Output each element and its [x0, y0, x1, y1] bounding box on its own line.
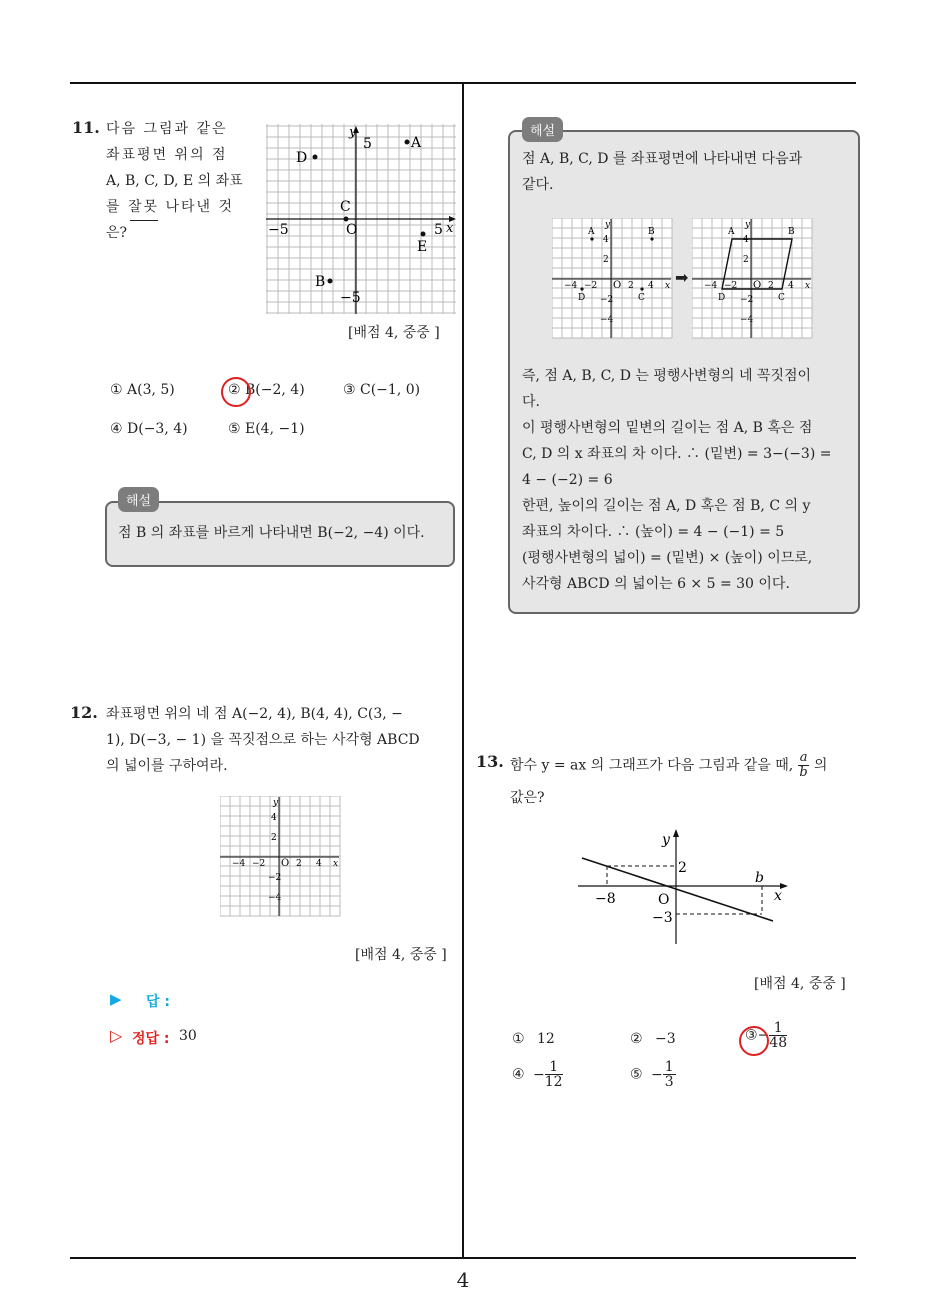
q12-line: 의 넓이를 구하여라.: [106, 758, 228, 774]
q13-tick-m8: −8: [595, 891, 616, 907]
q12-tick: 4: [316, 859, 322, 869]
q11-line: A, B, C, D, E 의 좌표: [106, 173, 243, 189]
body-line: 즉, 점 A, B, C, D 는 평행사변형의 네 꼭짓점이: [522, 368, 812, 384]
q13-line2: 값은?: [510, 790, 545, 806]
q11-line: 좌표평면 위의 점: [106, 147, 228, 163]
q11-line: 다음 그림과 같은: [106, 121, 228, 137]
q13-fraction: [798, 751, 810, 780]
body-line: 사각형 ABCD 의 넓이는 6 × 5 = 30 이다.: [522, 576, 790, 592]
q13-selected-mark: [739, 1026, 769, 1056]
rg2-tick: −2: [740, 295, 754, 305]
rg1-tick: −4: [600, 315, 614, 325]
q13-number: 13.: [476, 752, 504, 771]
q13-text: [510, 751, 860, 780]
q13-choice-mark: ①: [512, 1031, 525, 1047]
q13-tick-m3: −3: [652, 910, 673, 926]
rg2-tick: 2: [768, 281, 774, 291]
rg2-tick: 4: [788, 281, 794, 291]
q13-frac-den: 3: [664, 1074, 674, 1090]
q13-frac-num: a: [799, 750, 808, 765]
q13-text-b: 의: [813, 757, 828, 774]
q13-choice-mark: ⑤: [630, 1066, 643, 1083]
q11-number: 11.: [72, 118, 100, 137]
q13-x-label: x: [774, 888, 782, 904]
right-graph-parallelogram: [692, 218, 814, 340]
rg2-tick: −2: [724, 281, 738, 291]
q11-label-b: B: [315, 274, 326, 290]
page-number: 4: [456, 1268, 470, 1292]
q13-choice-frac: [769, 1021, 787, 1050]
q11-choice-2[interactable]: ② B(−2, 4): [228, 382, 305, 398]
q11-label-a: A: [411, 135, 422, 151]
q12-answer-label: 답 :: [146, 994, 170, 1010]
q13-choice-sign: −: [757, 1027, 770, 1044]
rg2-x-label: x: [805, 281, 811, 291]
q13-choice-mark: ③: [745, 1027, 758, 1044]
q11-point-a: [405, 140, 410, 145]
right-arrow-icon: ➡: [675, 268, 689, 287]
q13-meta: [배점 4, 중중 ]: [754, 976, 846, 992]
q11-line: 를 잘못 나타낸 것: [106, 199, 235, 215]
column-divider: [462, 83, 464, 1258]
q13-choice-value: 12: [537, 1031, 555, 1047]
rg1-point-c: [640, 287, 643, 290]
q12-number: 12.: [70, 703, 98, 722]
q11-point-c: [344, 217, 349, 222]
q11-tick-xm5: −5: [268, 222, 289, 238]
q12-y-label: y: [273, 798, 279, 808]
q12-meta: [배점 4, 중중 ]: [355, 947, 447, 963]
rg2-tick: −4: [740, 315, 754, 325]
rg1-label-b: B: [648, 227, 655, 237]
q11-label-c: C: [340, 199, 351, 215]
q11-y-label: y: [349, 125, 357, 140]
q12-answer-arrow: ▶: [110, 990, 122, 1008]
q11-x-label: x: [446, 221, 454, 236]
q11-underline: [130, 220, 158, 221]
body-line: 4 − (−2) = 6: [522, 472, 613, 488]
body-line: 한편, 높이의 길이는 점 A, D 혹은 점 B, C 의 y: [522, 498, 811, 514]
q11-text: [106, 116, 246, 246]
rg1-label-a: A: [588, 227, 595, 237]
q11-point-b: [328, 279, 333, 284]
q13-choice-frac: [545, 1060, 563, 1089]
q13-choice-value: −3: [655, 1031, 676, 1047]
right-explanation-body: [522, 363, 852, 597]
q13-y-arrow: [673, 829, 679, 837]
q11-tick-ym5: −5: [340, 290, 361, 306]
q12-tick: −4: [232, 859, 246, 869]
rg1-tick: −4: [564, 281, 578, 291]
rg1-tick: −2: [600, 295, 614, 305]
q13-y-label: y: [662, 832, 670, 848]
rg2-label-a: A: [728, 227, 735, 237]
rg2-label-d: D: [718, 293, 726, 303]
rg1-tick: 4: [603, 235, 609, 245]
q12-tick: −2: [252, 859, 266, 869]
rg2-tick: 2: [743, 255, 749, 265]
q13-frac-den: 48: [769, 1035, 788, 1051]
q12-tick: −2: [268, 873, 282, 883]
q13-choice-1[interactable]: [512, 1031, 555, 1047]
rg2-y-label: y: [745, 220, 751, 230]
q12-x-label: x: [333, 859, 339, 869]
q12-tick: 2: [296, 859, 302, 869]
rg1-y-label: y: [605, 220, 611, 230]
q11-point-d: [313, 155, 318, 160]
rg2-label-b: B: [788, 227, 795, 237]
body-line: C, D 의 x 좌표의 차 이다. ∴ (밑변) = 3−(−3) =: [522, 446, 832, 462]
right-graph-points: [552, 218, 674, 340]
q11-choice-3[interactable]: ③ C(−1, 0): [343, 382, 421, 398]
rg2-tick: −4: [704, 281, 718, 291]
q11-choice-4[interactable]: ④ D(−3, 4): [110, 421, 188, 437]
rg1-x-label: x: [665, 281, 671, 291]
q11-explanation-text: 점 B 의 좌표를 바르게 나타내면 B(−2, −4) 이다.: [118, 525, 425, 541]
q11-meta: [배점 4, 중중 ]: [348, 325, 440, 341]
q12-correct-value: 30: [179, 1028, 197, 1044]
rg1-point-a: [590, 237, 593, 240]
body-line: 이 평행사변형의 밑변의 길이는 점 A, B 혹은 점: [522, 420, 813, 436]
right-explanation-intro: [522, 146, 850, 198]
q12-line: 좌표평면 위의 네 점 A(−2, 4), B(4, 4), C(3, −: [106, 706, 403, 722]
q13-choice-2[interactable]: [630, 1031, 676, 1047]
q13-graph: [578, 826, 792, 948]
q13-choice-sign: −: [533, 1066, 545, 1083]
rg1-tick: 2: [628, 281, 634, 291]
q11-choice-1[interactable]: ① A(3, 5): [110, 382, 175, 398]
q13-tick-2: 2: [678, 860, 687, 876]
q13-choice-sign: −: [651, 1066, 663, 1083]
bottom-rule: [70, 1257, 856, 1259]
q11-tick-x5: 5: [434, 222, 443, 238]
q13-frac-den: b: [799, 765, 808, 780]
q13-label-b: b: [755, 870, 764, 886]
q12-tick: 2: [271, 833, 277, 843]
rg1-point-b: [650, 237, 653, 240]
q13-choice-frac: [663, 1060, 676, 1089]
rg2-origin: O: [753, 280, 762, 291]
q13-choice-mark: ④: [512, 1066, 525, 1083]
rg2-label-c: C: [778, 293, 785, 303]
rg1-origin: O: [613, 280, 622, 291]
q13-frac-num: 1: [664, 1059, 674, 1075]
q13-text-a: 함수 y = ax 의 그래프가 다음 그림과 같을 때,: [510, 757, 794, 774]
q11-choice-5[interactable]: ⑤ E(4, −1): [228, 421, 305, 437]
intro-line: 점 A, B, C, D 를 좌표평면에 나타내면 다음과: [522, 151, 803, 167]
rg2-tick: 4: [743, 235, 749, 245]
q11-label-d: D: [296, 150, 308, 166]
q12-tick: −4: [268, 893, 282, 903]
rg1-tick: 4: [648, 281, 654, 291]
body-line: 다.: [522, 394, 540, 410]
rg1-label-c: C: [638, 293, 645, 303]
q13-frac-num: 1: [769, 1021, 787, 1036]
q11-explanation-tag: 해설: [118, 487, 159, 512]
q11-label-e: E: [417, 239, 428, 255]
body-line: 좌표의 차이다. ∴ (높이) = 4 − (−1) = 5: [522, 524, 785, 540]
intro-line: 같다.: [522, 177, 554, 193]
right-explanation-tag: 해설: [522, 117, 563, 142]
q12-coordinate-graph: [220, 796, 342, 918]
rg1-tick: 2: [603, 255, 609, 265]
q12-correct-marker: ▷: [110, 1026, 123, 1045]
q13-choice-5[interactable]: [630, 1060, 676, 1089]
q13-frac-den: 12: [544, 1074, 563, 1090]
q11-origin: O: [346, 222, 358, 238]
q13-frac-num: 1: [545, 1060, 563, 1075]
rg1-label-d: D: [578, 293, 586, 303]
body-line: (평행사변형의 넓이) = (밑변) × (높이) 이므로,: [522, 550, 813, 566]
q11-line: 은?: [106, 225, 128, 241]
q11-tick-y5: 5: [363, 136, 372, 152]
q11-coordinate-graph: [266, 124, 458, 316]
q12-tick: 4: [271, 813, 277, 823]
q12-correct-label: 정답 :: [132, 1031, 170, 1047]
q13-origin: O: [658, 892, 670, 908]
q12-origin: O: [281, 858, 290, 869]
q11-point-e: [421, 232, 426, 237]
q11-selected-mark: [221, 377, 251, 407]
q12-text: [106, 701, 458, 779]
q13-choice-4[interactable]: [512, 1060, 563, 1089]
q13-choice-mark: ②: [630, 1031, 643, 1047]
rg1-tick: −2: [584, 281, 598, 291]
q12-line: 1), D(−3, − 1) 을 꼭짓점으로 하는 사각형 ABCD: [106, 732, 420, 748]
